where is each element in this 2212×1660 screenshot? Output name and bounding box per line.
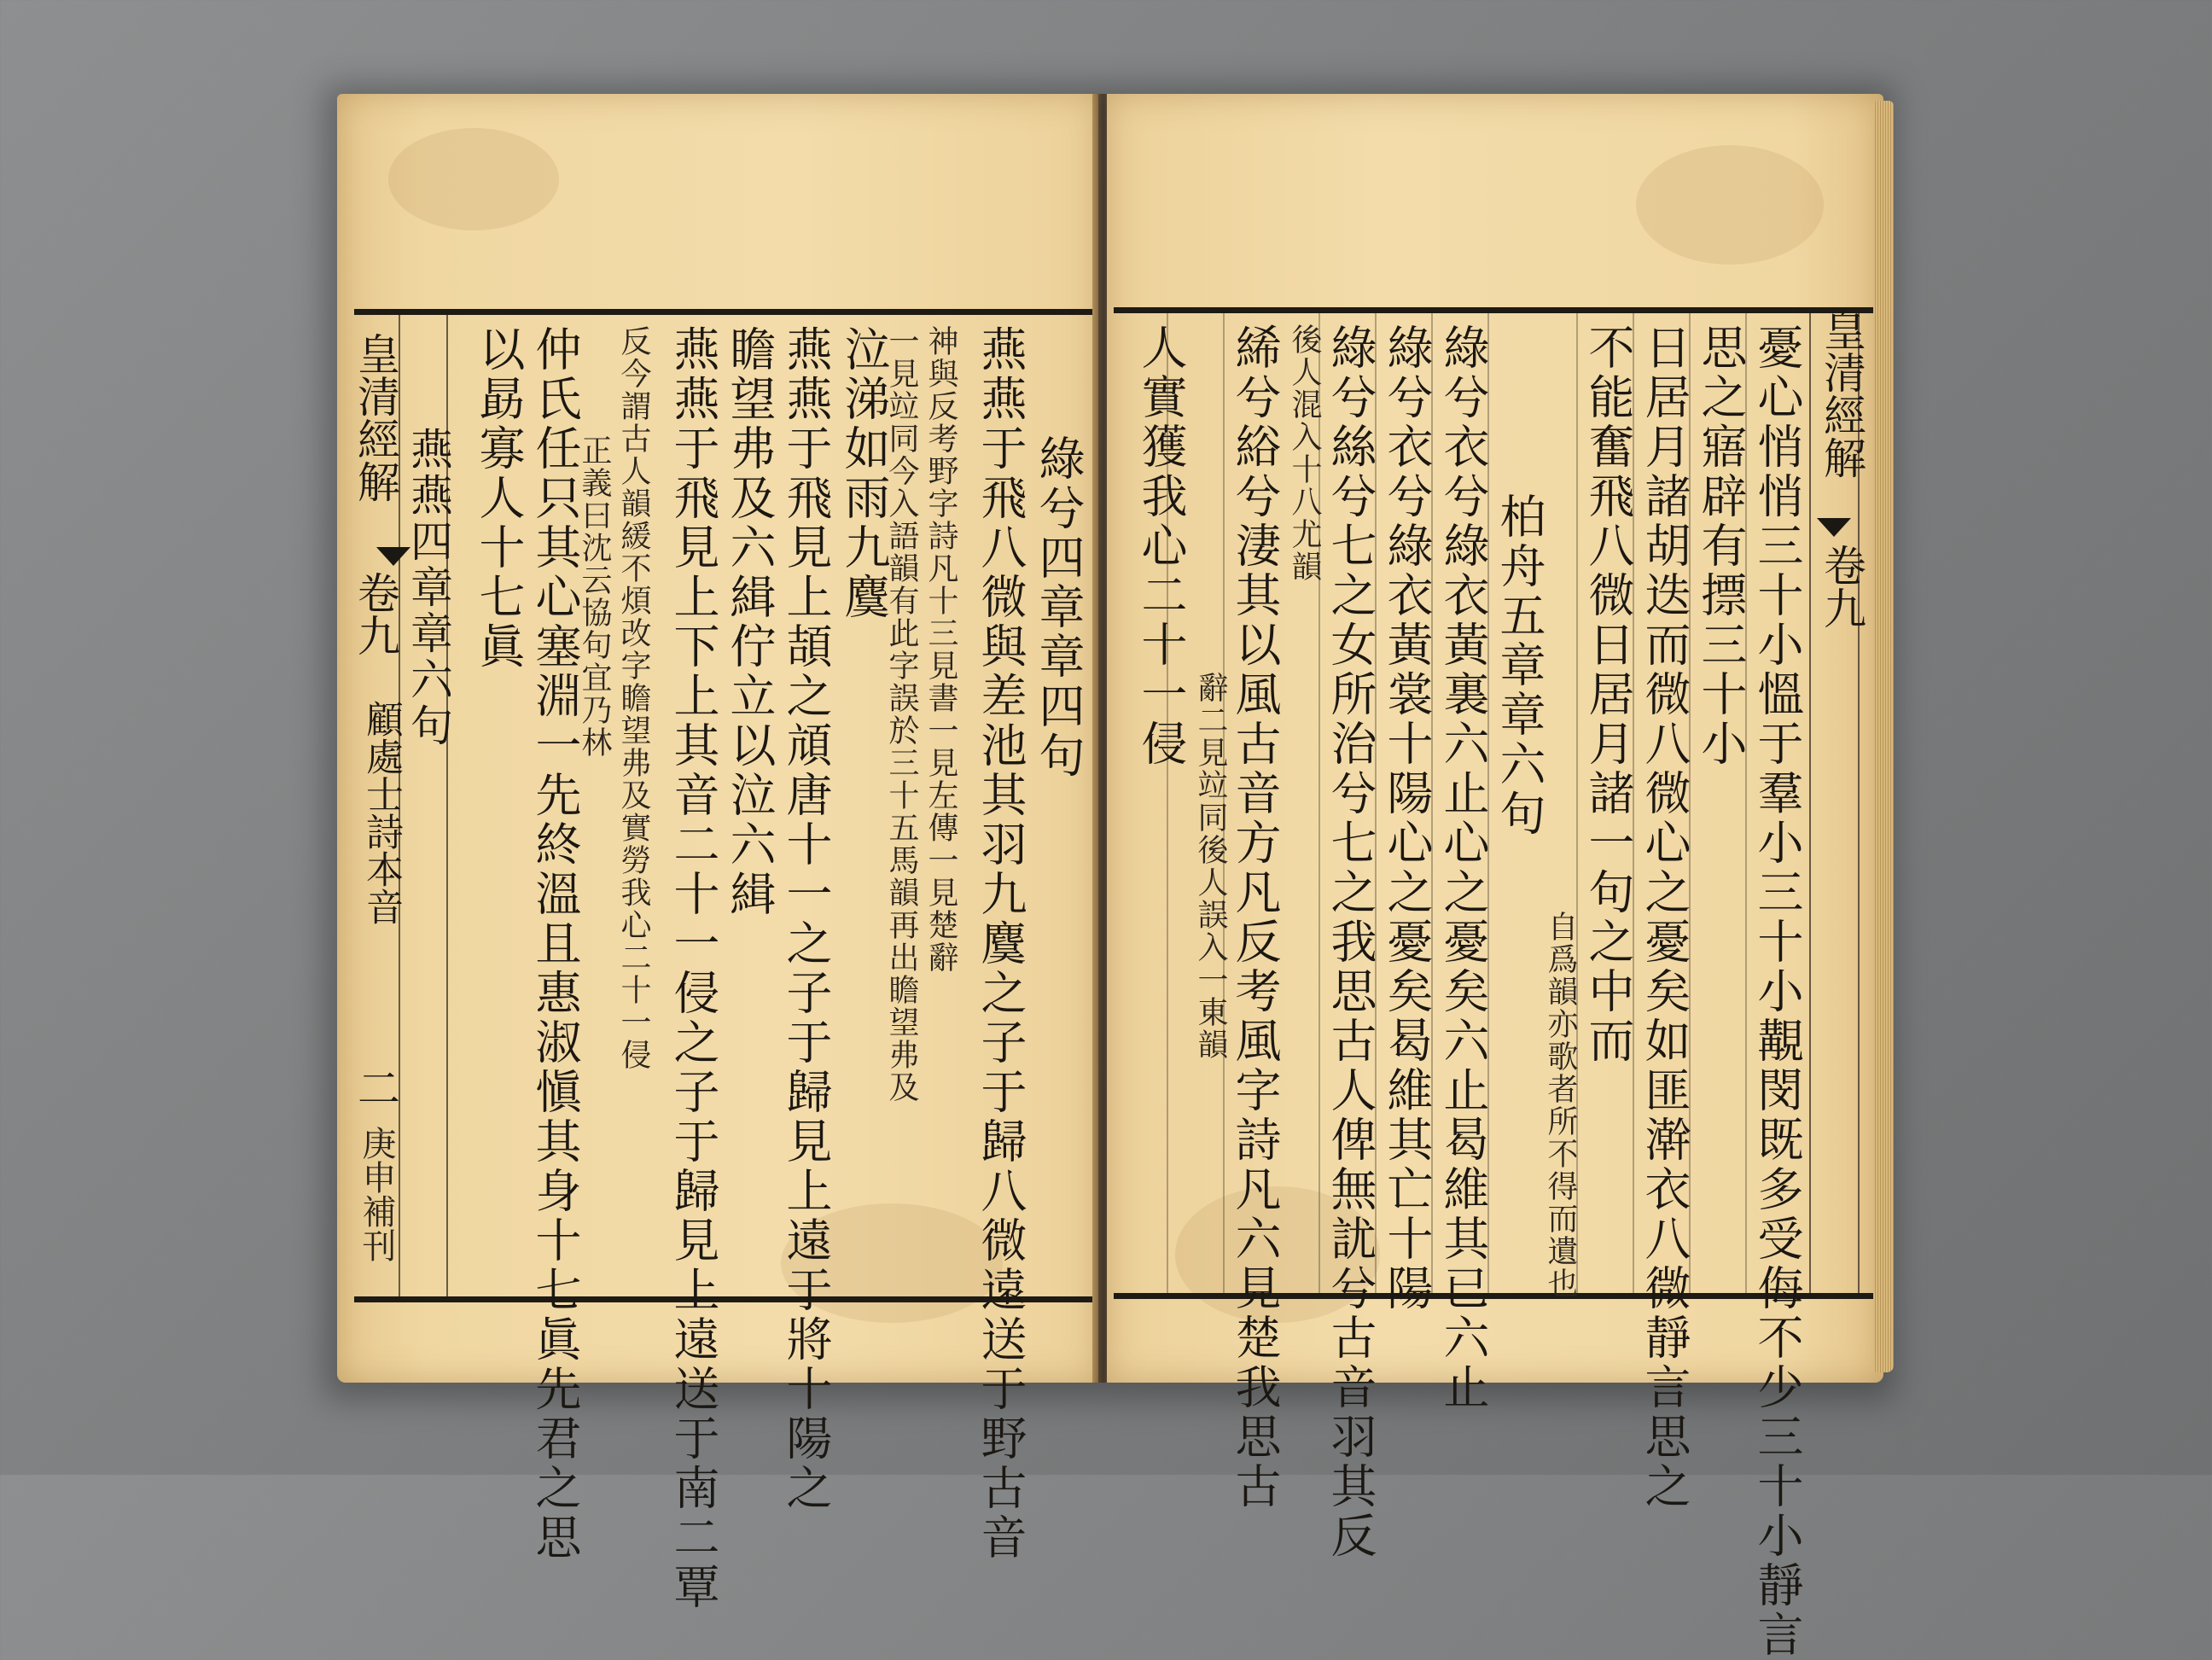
annotation-column: 神與反考野字詩凡十三見書一見左傳一見楚辭 <box>923 325 958 974</box>
left-text-frame <box>351 309 1092 1612</box>
margin-title: 皇清經解 <box>1817 308 1866 479</box>
text-column: 綠兮絲兮七之女所治兮七之我思古人俾無訧兮古音羽其反 <box>1324 323 1377 1561</box>
text-column: 日居月諸胡迭而微八微心之憂矣如匪澣衣八微靜言思之 <box>1638 323 1691 1511</box>
margin-rule <box>1809 313 1811 1293</box>
paper-stain <box>388 128 559 230</box>
text-column: 瞻望弗及六緝佇立以泣六緝 <box>723 325 777 919</box>
text-column: 不能奮飛八微日居月諸一句之中而 <box>1581 323 1635 1066</box>
column-rule <box>1431 313 1433 1293</box>
margin-volume: 卷九 <box>1817 544 1866 629</box>
text-column: 綠兮衣兮綠衣黃裳十陽心之憂矣曷維其亡十陽 <box>1380 323 1434 1313</box>
column-rule <box>1487 313 1489 1293</box>
column-rule <box>1576 313 1578 1293</box>
text-column: 仲氏任只其心塞淵一先終溫且惠淑愼其身十七眞先君之思 <box>528 325 582 1563</box>
column-rule <box>1689 313 1691 1293</box>
annotation-column: 自爲韻亦歌者所不得而遺也 <box>1543 911 1578 1300</box>
annotation-column: 反今謂古人韻緩不煩改字瞻望弗及實勞我心二十一侵 <box>616 325 651 1071</box>
text-column: 憂心悄悄三十小慍于羣小三十小覯閔既多受侮不少三十小靜言 <box>1750 323 1804 1660</box>
text-column: 燕燕于飛見上頡之頏唐十一之子于歸見上遠于將十陽之 <box>779 325 833 1513</box>
column-rule <box>1318 313 1320 1293</box>
annotation-column: 正義曰沈云協句宜乃林 <box>577 434 612 759</box>
column-rule <box>1223 313 1225 1293</box>
text-column: 泣涕如雨九麌 <box>837 325 891 622</box>
text-column: 燕燕于飛見上下上其音二十一侵之子于歸見上遠送于南二覃 <box>667 325 720 1612</box>
text-column: 思之寤辟有摽三十小 <box>1694 323 1748 769</box>
right-text-frame <box>1114 307 1873 1660</box>
text-column: 綠兮四章章四句 <box>1032 434 1086 781</box>
text-column: 柏舟五章章六句 <box>1493 492 1546 839</box>
margin-title: 皇清經解 <box>351 332 400 503</box>
annotation-column: 一見竝同今入語韻有此字誤於三十五馬韻再出瞻望弗及 <box>884 325 919 1104</box>
annotation-column: 後人混入十八尤韻 <box>1287 323 1322 583</box>
text-column: 燕燕于飛八微與差池其羽九麌之子于歸八微遠送于野古音 <box>974 325 1027 1563</box>
book-attribution: 顧處士詩本音 <box>359 700 403 925</box>
paper-stain <box>1636 145 1824 265</box>
column-rule <box>1167 313 1168 1293</box>
text-column: 綠兮衣兮綠衣黃裏六止心之憂矣六止曷維其已六止 <box>1436 323 1490 1412</box>
chapter-summary: 燕燕四章章六句 <box>404 427 453 749</box>
text-column: 人實獲我心二十一侵 <box>1134 323 1188 769</box>
annotation-column: 辭二見竝同後人誤入一東韻 <box>1193 672 1228 1061</box>
margin-volume: 卷九 <box>351 571 400 656</box>
margin-page-number: 二 <box>351 1066 400 1109</box>
margin-imprint: 庚申補刊 <box>357 1126 396 1262</box>
fishtail-mark <box>1817 518 1851 537</box>
page-edge-stack <box>1873 101 1894 1372</box>
column-rule <box>1375 313 1377 1293</box>
column-rule <box>1633 313 1634 1293</box>
text-column: 絺兮綌兮淒其以風古音方凡反考風字詩凡六見楚我思古 <box>1228 323 1282 1511</box>
column-rule <box>1745 313 1747 1293</box>
text-column: 以勗寡人十七眞 <box>472 325 526 672</box>
